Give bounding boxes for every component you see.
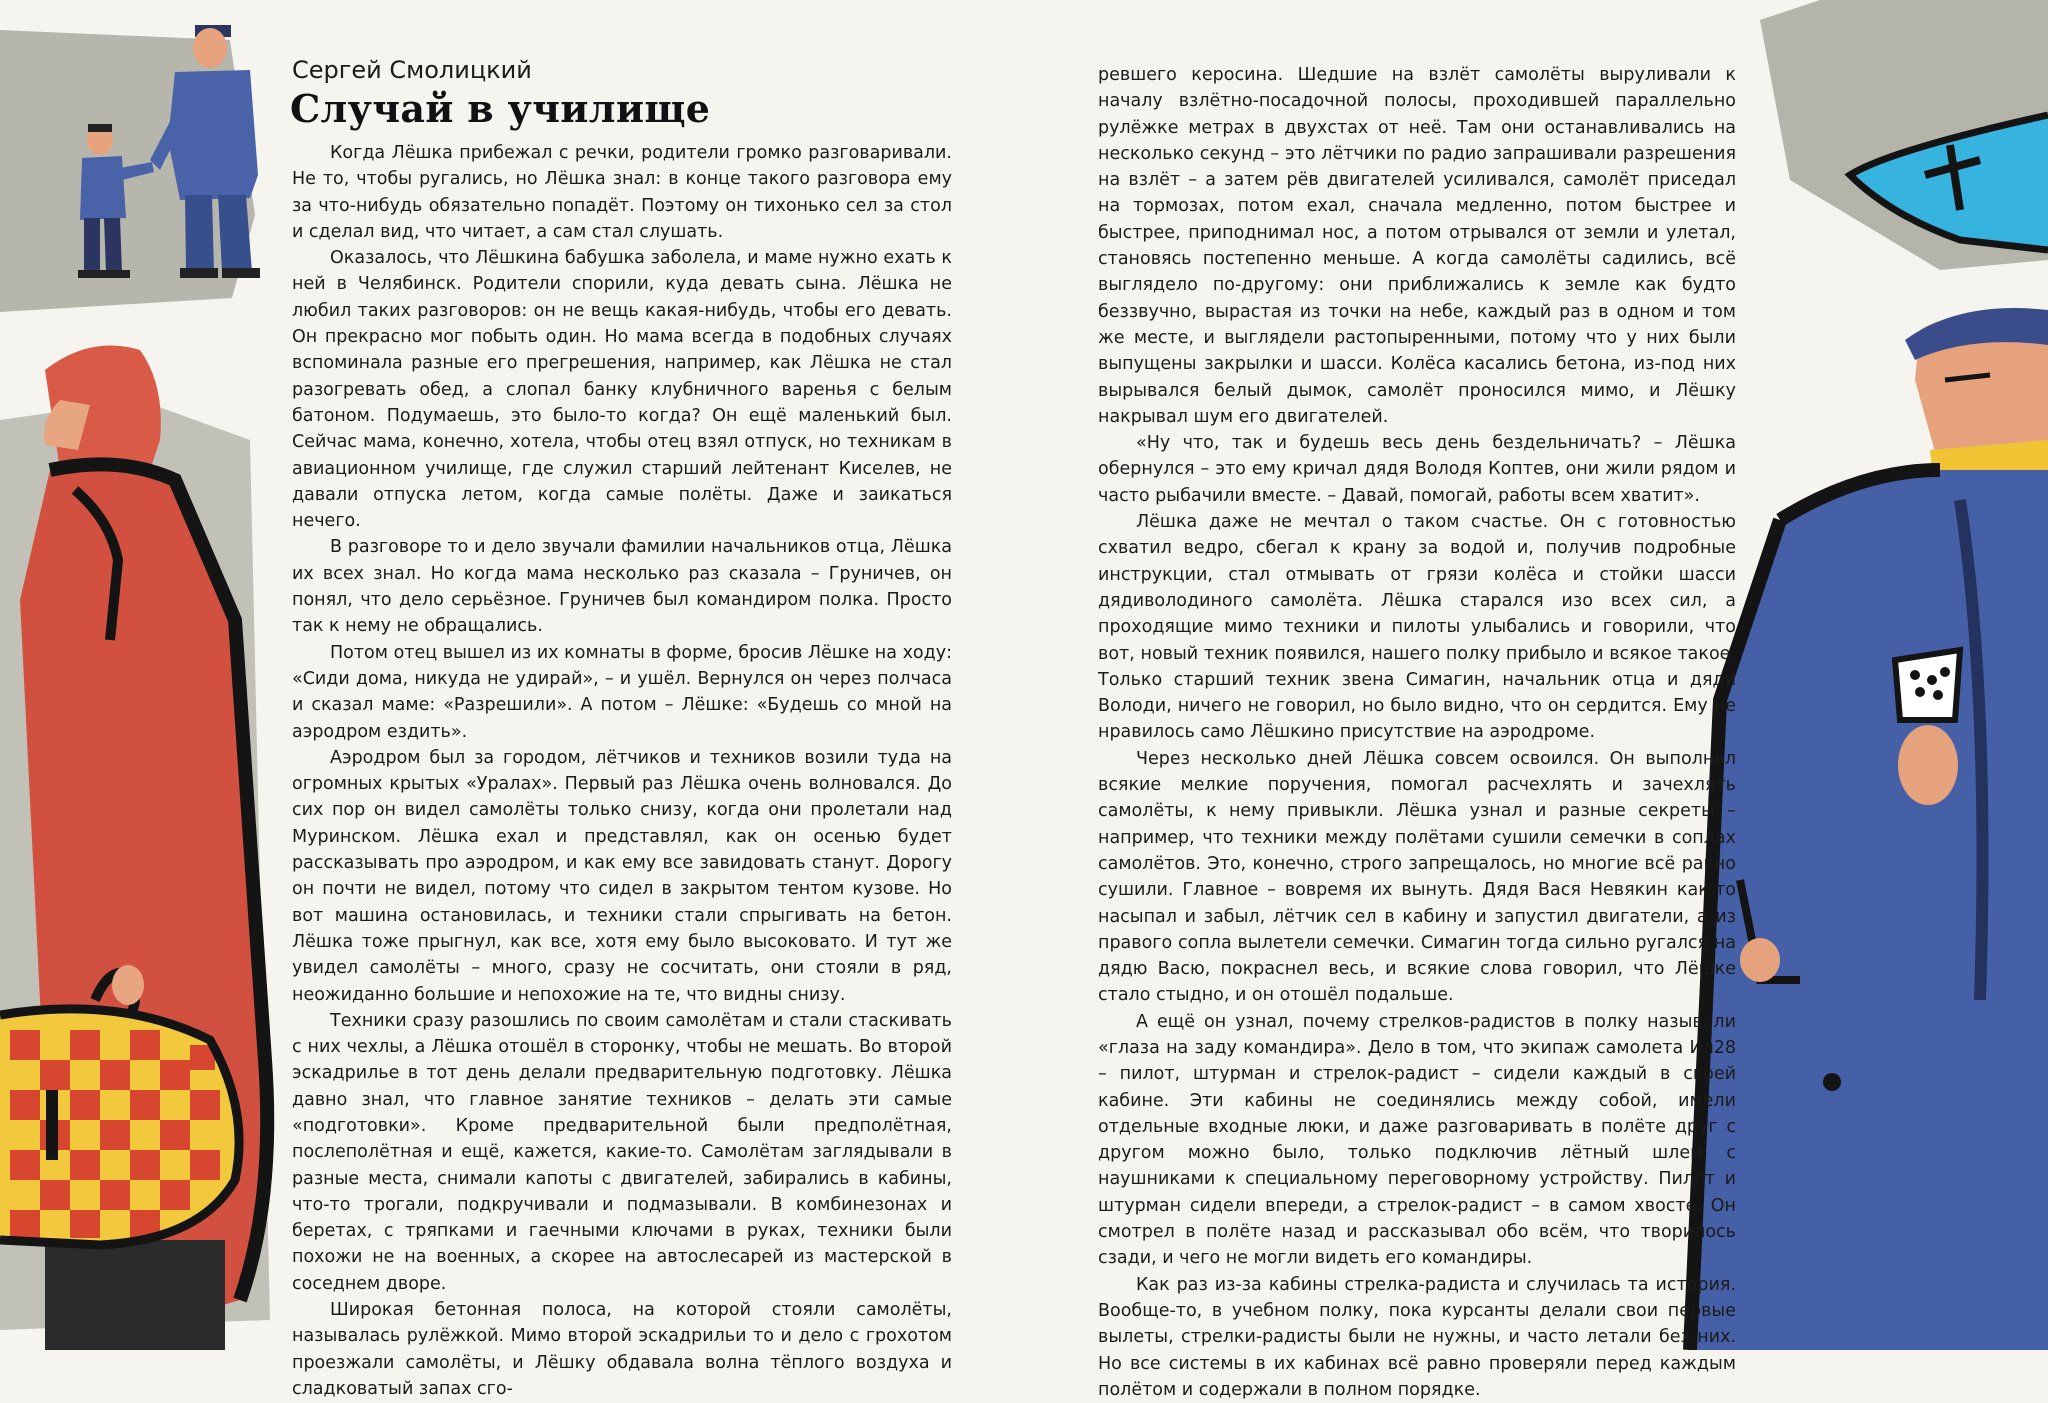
man-in-blue-coat [1690, 308, 2048, 1350]
paragraph: Аэродром был за городом, лётчиков и техников возили туда на огромных крытых «Уралах». Первый раз Лёшка очень волновался. До сих пор он видел самолёты только снизу, когда они пролетали над Муринском. Лёшка ехал и представлял, как он осенью будет рассказывать про аэродром, и как ему все завидовать станут. Дорогу он почти не видел, потому что сидел в закрытом тентом кузове. Но вот машина остановилась, и техники стали спрыгивать на бетон. Лёшка тоже прыгнул, как все, хотя ему было высоковато. И тут же увидел самолёты – много, сразу не сосчитать, они стояли в ряд, неожиданно большие и непохожие на те, что видны снизу. [292, 747, 952, 1005]
paragraph: В разговоре то и дело звучали фамилии начальников отца, Лёшка их всех знал. Но когда мама несколько раз сказала – Груничев, он понял, что дело серьёзное. Груничев был командиром полка. Просто так к нему не обращались. [292, 537, 952, 637]
author-name: Сергей Смолицкий [292, 56, 532, 84]
paragraph: ревшего керосина. Шедшие на взлёт самолёты выруливали к началу взлётно-посадочной полосы, проходившей параллельно рулёжке метрах в двухстах от неё. Там они останавливались на несколько секунд – это лётчики по радио запрашивали разрешения на взлёт – а затем рёв двигателей усиливался, самолёт приседал на тормозах, потом ехал, сначала медленно, потом быстрее и быстрее, приподнимал нос, а потом отрывался от земли и улетал, становясь постепенно меньше. А когда самолёты садились, всё выглядело по-другому: они приближались к земле как будто беззвучно, вырастая из точки на небе, каждый раз в одном и том же месте, и выглядели растопыренными, потому что у них были выпущены закрылки и шасси. Колёса касались бетона, из-под них вырывался белый дымок, самолёт проносился мимо, и Лёшку накрывал шум его двигателей. [1098, 65, 1736, 427]
paragraph: Лёшка даже не мечтал о таком счастье. Он с готовностью схватил ведро, сбегал к крану за водой и, получив подробные инструкции, стал отмывать от грязи колёса и стойки шасси дядиволодиного самолёта. Лёшка старался изо всех сил, а проходящие мимо техники и пилоты улыбались и говорили, что вот, новый техник появился, нашего полку прибыло и всякое такое. Только старший техник звена Симагин, начальник отца и дяди Володи, ничего не говорил, но было видно, что он сердится. Ему не нравилось само Лёшкино присутствие на аэродроме. [1098, 512, 1736, 743]
paragraph: Потом отец вышел из их комнаты в форме, бросив Лёшке на ходу: «Сиди дома, никуда не удирай», – и ушёл. Вернулся он через полчаса и сказал маме: «Разрешили». А потом – Лёшке: «Будешь со мной на аэродром ездить». [292, 642, 952, 742]
story-title: Случай в училище [290, 86, 711, 131]
paragraph: Когда Лёшка прибежал с речки, родители громко разговаривали. Не то, чтобы ругались, но Лёшка знал: в конце такого разговора ему за что-нибудь обязательно попадёт. Поэтому он тихонько сел за стол и сделал вид, что читает, а сам стал слушать. [292, 143, 952, 242]
right-text-column [1098, 62, 1736, 1403]
page-number: 58 [76, 1268, 104, 1293]
paragraph: А ещё он узнал, почему стрелков-радистов в полку называли «глаза на заду командира». Дело в том, что экипаж самолета Ил28 – пилот, штурман и стрелок-радист – сидели каждый в своей кабине. Эти кабины не соединялись между собой, имели отдельные входные люки, и даже разговаривать в полёте друг с другом можно было, только подключив лётный шлем с наушниками к специальному переговорному устройству. Пилот и штурман сидели впереди, а стрелок-радист – в самом хвосте. Он смотрел в полёте назад и рассказывал обо всём, что творилось сзади, и чего не могли видеть его командиры. [1098, 1011, 1736, 1269]
paragraph: «Ну что, так и будешь весь день бездельничать? – Лёшка обернулся – это ему кричал дядя Володя Коптев, они жили рядом и часто рыбачили вместе. – Давай, помогай, работы всем хватит». [1098, 433, 1736, 506]
paragraph: Широкая бетонная полоса, на которой стояли самолёты, называлась рулёжкой. Мимо второй эскадрильи то и дело с грохотом проезжали самолёты, и Лёшку обдавала волна тёплого воздуха и сладковатый запах сго- [292, 1300, 952, 1399]
paragraph: Через несколько дней Лёшка совсем освоился. Он выполнял всякие мелкие поручения, помогал расчехлять и зачехлять самолёты, к нему привыкли. Лёшка узнал и разные секреты – например, что техники между полётами сушили семечки в соплах самолётов. Это, конечно, строго запрещалось, но многие всё равно сушили. Главное – вовремя их вынуть. Дядя Вася Невякин как-то насыпал и забыл, лётчик сел в кабину и запустил двигатели, а из правого сопла вылетели семечки. Симагин тогда сильно ругался на дядю Васю, покраснел весь, и всякие слова говорил, что Лёшке стало стыдно, и он отошёл подальше. [1098, 748, 1736, 1006]
left-text-column [292, 140, 952, 1402]
paragraph: Техники сразу разошлись по своим самолётам и стали стаскивать с них чехлы, а Лёшка отошёл в сторонку, чтобы не мешать. Во второй эскадрилье в тот день делали предварительную подготовку. Лёшка давно знал, что главное занятие техников – делать эти самые «подготовки». Кроме предварительной были предполётная, послеполётная и ещё, кажется, какие-то. Самолётам заглядывали в разные места, снимали капоты с двигателей, забирались в кабины, что-то трогали, подкручивали и подмазывали. В комбинезонах и беретах, с тряпками и гаечными ключами в руках, техники были похожи не на военных, а скорее на автослесарей из мастерской в соседнем дворе. [292, 1010, 952, 1294]
paragraph: Оказалось, что Лёшкина бабушка заболела, и маме нужно ехать к ней в Челябинск. Родители спорили, куда девать сына. Лёшка не любил таких разговоров: он не вещь какая-нибудь, чтобы его девать. Он прекрасно мог побыть один. Но мама всегда в подобных случаях вспоминала разные его прегрешения, например, как Лёшка не стал разогревать обед, а слопал банку клубничного варенья с белым батоном. Подумаешь, это было-то когда? Он ещё маленький был. Сейчас мама, конечно, хотела, чтобы отец взял отпуск, но техникам в авиационном училище, где служил старший лейтенант Киселев, не давали отпуска летом, когда самые полёты. Даже и заикаться нечего. [292, 248, 952, 532]
paragraph: Как раз из-за кабины стрелка-радиста и случилась та история. Вообще-то, в учебном полку, пока курсанты делали свои первые вылеты, стрелки-радисты были не нужны, и часто летали без них. Но все системы в их кабинах всё равно проверяли перед каждым полётом и содержали в полном порядке. [1098, 1274, 1736, 1400]
